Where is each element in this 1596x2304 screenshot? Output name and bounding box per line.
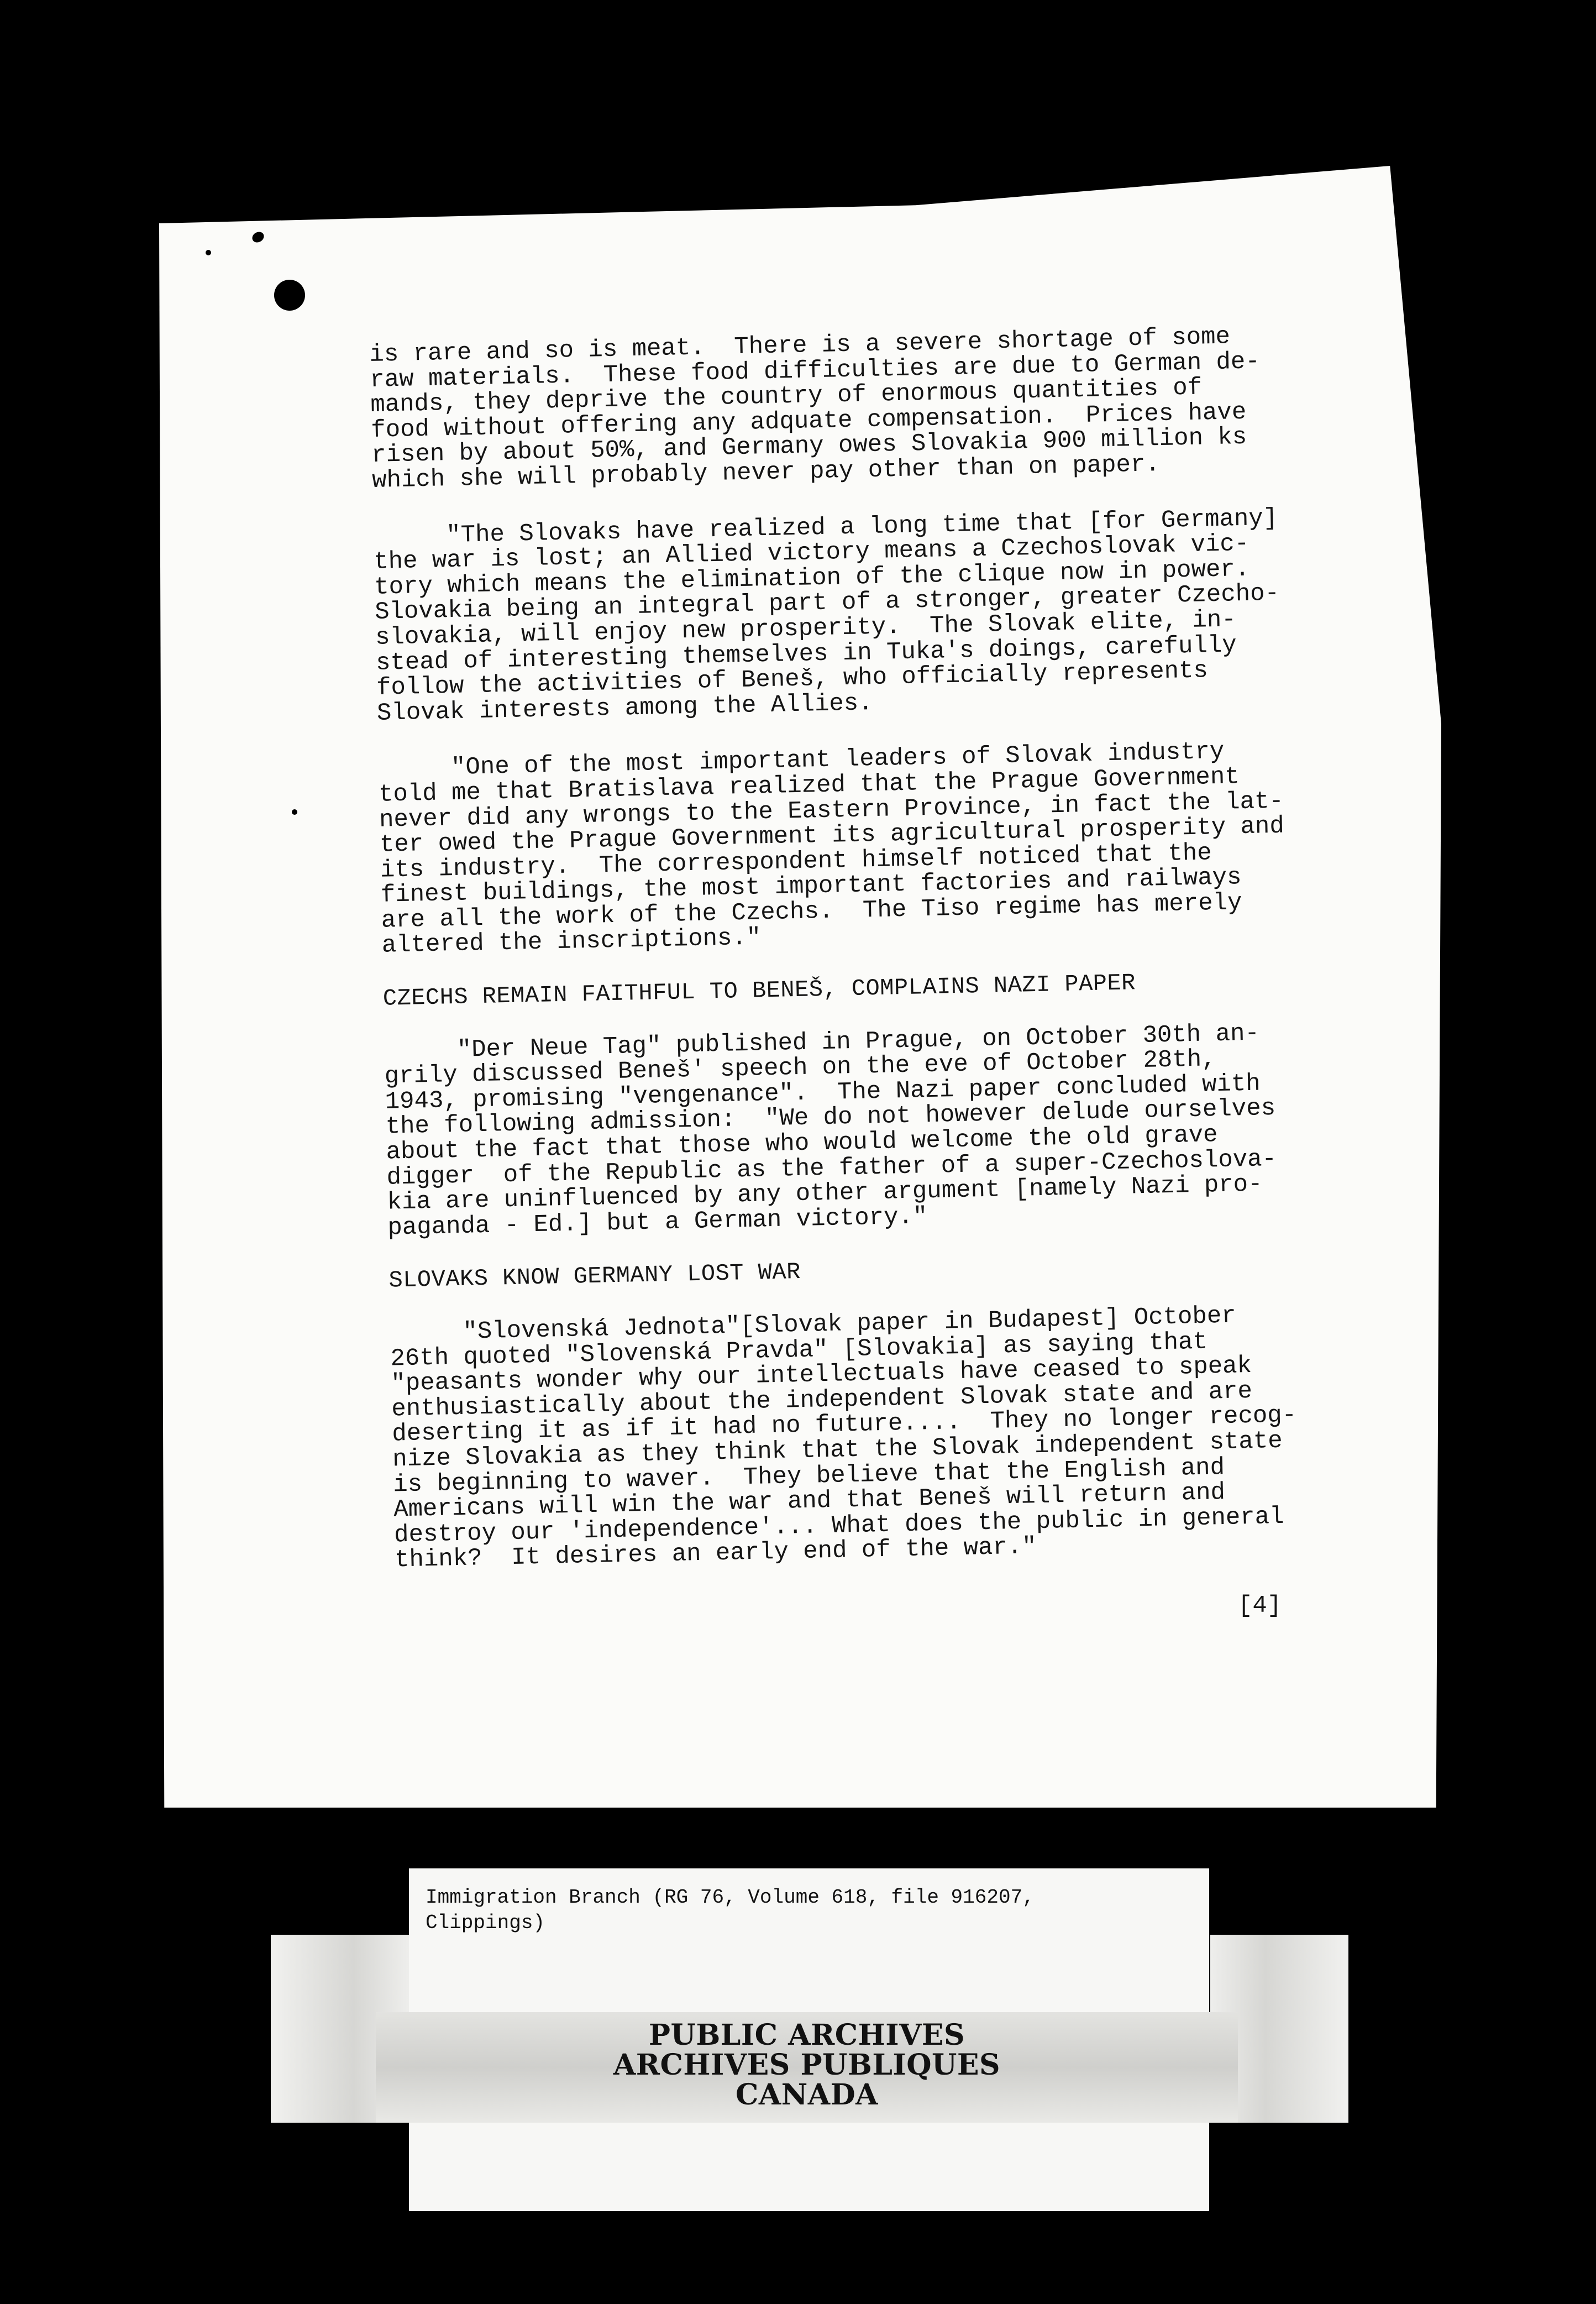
archive-caption [426,1885,1035,1936]
document-body [369,323,1345,1573]
margin-dot [292,809,297,815]
stamp-line-2: ARCHIVES PUBLIQUES [613,2048,1001,2082]
caption-line-1: Immigration Branch (RG 76, Volume 618, file 916207, [426,1886,1035,1909]
heading-czechs-faithful: CZECHS REMAIN FAITHFUL TO BENEŠ, COMPLAINS NAZI PAPER [382,970,1136,1012]
paragraph-der-neue-tag: "Der Neue Tag" published in Prague, on October 30th an- grily discussed Beneš' speech on the eve of October 28th, 1943, promising "vengenance". The Nazi paper concluded with the following admission: "We do not however delude ourselves about the fact that those who would welcome the old grave digger of the Republic as the father of a super-Czechoslova- kia are uninfluenced by any other argument [namely Nazi pro- paganda - Ed.] but a German victory." [384,1019,1277,1242]
stamp-line-1: PUBLIC ARCHIVES [648,2018,965,2052]
paragraph-slovak-industry: "One of the most important leaders of Slovak industry told me that Bratislava realized that the Prague Government never did any wrongs to the Eastern Province, in fact the lat- ter owed the Prague Government its agricultural prosperity and its industry. The correspondent himself noticed that the finest buildings, the most important factories and railways are all the work of the Czechs. The Tiso regime has merely altered the inscriptions." [377,738,1285,960]
heading-slovaks-know: SLOVAKS KNOW GERMANY LOST WAR [389,1259,801,1295]
page-number: [4] [1238,1592,1282,1620]
paragraph-food-shortages: is rare and so is meat. There is a severe shortage of some raw materials. These food difficulties are due to German de- mands, they deprive the country of enormous quantities of food without offering any adquate compensation. Prices have risen by about 50%, and Germany owes Slovakia 900 million ks which she will probably never pay other than on paper. [369,323,1261,495]
ink-dot [206,250,211,255]
ink-blot [274,280,305,311]
stamp-line-3: CANADA [735,2078,879,2112]
paragraph-slovenska-jednota: "Slovenská Jednota"[Slovak paper in Budapest] October 26th quoted "Slovenská Pravda" [Slovakia] as saying that "peasants wonder why our intellectuals have ceased to speak enthusiastically about the independent Slovak state and are deserting it as if it had no future.... They no longer recog- nize Slovakia as they think that the Slovak independent state is beginning to waver. They believe that the English and Americans will win the war and that Beneš will return and destroy our 'independence'... What does the public in general think? It desires an early end of the war." [390,1302,1297,1574]
public-archives-stamp [597,2020,1017,2110]
caption-line-2: Clippings) [426,1912,545,1934]
paragraph-slovaks-realized: "The Slovaks have realized a long time that [for Germany] the war is lost; an Allied victory means a Czechoslovak vic- tory which means the elimination of the clique now in power. Slovakia being an integral part of a stronger, greater Czecho- slovakia, will enjoy new prosperity. The Slovak elite, in- stead of interesting themselves in Tuka's doings, carefully follow the activities of Beneš, who officially represents Slovak interests among the Allies. [372,504,1280,727]
